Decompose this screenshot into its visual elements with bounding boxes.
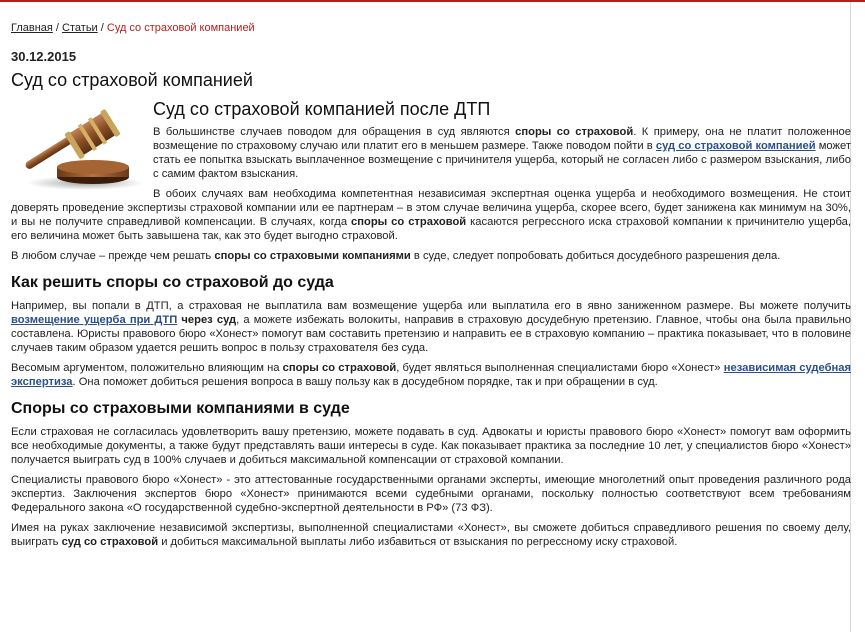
paragraph-2 — [11, 187, 851, 243]
text-span: , будет являться выполненная специалистами бюро «Хонест» — [396, 362, 724, 374]
paragraph-3 — [11, 249, 851, 263]
paragraph-7: Специалисты правового бюро «Хонест» - это аттестованные государственными органами эксперты, имеющие многолетний опыт проведения различного рода экспертиз. Заключения экспертов бюро «Хонест» принимаются всеми судебными органами, поскольку полностью соответствуют всем требованиям Федерального закона «О государственной судебно-экспертной деятельности в РФ» (73 ФЗ). — [11, 474, 851, 514]
bold-keyword: суд со страховой — [61, 536, 159, 548]
paragraph-8 — [11, 521, 851, 549]
paragraph-6: Если страховая не согласилась удовлетворить вашу претензию, можете подавать в суд. Адвокаты и юристы правового бюро «Хонест» помогут вам оформить все необходимые документы, а также будут представлять ваши интересы в суде. Как показывает практика за последние 10 лет, у специалистов бюро «Хонест» получается выиграть суд в 100% случаев и добиться максимальной компенсации от страховой компании. — [11, 426, 851, 466]
article-body — [11, 97, 851, 549]
main-content — [11, 21, 851, 555]
breadcrumb-separator: / — [52, 22, 63, 34]
breadcrumb-current: Суд со страховой компанией — [106, 22, 255, 34]
bold-keyword: споры со страховой — [282, 362, 397, 374]
bold-keyword: споры со страховой — [351, 216, 467, 228]
text-span: в суде, следует попробовать добиться досудебного разрешения дела. — [410, 250, 781, 262]
breadcrumb-articles-link[interactable]: Статьи — [62, 22, 98, 34]
page-title: Суд со страховой компанией — [11, 70, 253, 90]
breadcrumb — [11, 21, 851, 35]
text-span: Например, вы попали в ДТП, а страховая не выплатила вам возмещение ущерба или выплатила его в явно заниженном размере. Вы можете получить — [11, 300, 851, 312]
text-span: В обоих случаях вам необходима компетентная независимая экспертная оценка ущерба и необходимого возмещения. Не стоит доверять проведение экспертизы страховой компании или ее партнерам – в этом случае величина ущерба, скорее всего, будет занижена как минимум на 30%, и вы не получите справедливой компенсации. В случаях, когда — [11, 188, 851, 228]
paragraph-5 — [11, 361, 851, 389]
breadcrumb-home-link[interactable]: Главная — [11, 22, 53, 34]
top-accent-line — [0, 0, 865, 2]
text-span: В любом случае – прежде чем решать — [11, 250, 215, 262]
link-damage-compensation[interactable]: возмещение ущерба при ДТП — [11, 314, 178, 326]
section-heading-in-court: Споры со страховыми компаниями в суде — [11, 400, 350, 417]
text-span: , а можете избежать волокиты, направив в страховую досудебную претензию. Главное, чтобы она была правильно составлена. Юристы правового бюро «Хонест» помогут вам составить претензию и направить ее в страховую компанию – практика показывает, что в половине случаев таким образом удается решить вопрос в пользу страхователя без суда. — [11, 314, 851, 354]
text-span: Имея на руках заключение независимой экспертизы, выполненной специалистами «Хонест», вы сможете добиться справедливого решения по своему делу, выиграть — [11, 522, 851, 548]
section-heading-pretrial: Как решить споры со страховой до суда — [11, 274, 334, 291]
bold-keyword: споры со страховой — [515, 126, 634, 138]
text-span: В большинстве случаев поводом для обращения в суд являются — [153, 126, 516, 138]
text-span: касаются регрессного иска страховой компании к причинителю ущерба, его величина может быть завышена так, как это будет выгодно страховой. — [11, 216, 852, 242]
text-span: Весомым аргументом, положительно влияющим на — [11, 362, 283, 374]
gavel-icon — [15, 99, 145, 191]
text-span: может стать ее попытка взыскать выплаченное возмещение с причинителя ущерба, который не согласен либо с размером взыскания, либо с самим фактом взыскания. — [153, 140, 851, 180]
article-subtitle: Суд со страховой компанией после ДТП — [153, 99, 491, 119]
link-court-insurance[interactable]: суд со страховой компанией — [655, 140, 816, 152]
text-span: . Она поможет добиться решения вопроса в вашу пользу как в досудебном порядке, так и при обращении в суд. — [72, 376, 658, 388]
text-span: и добиться максимальной выплаты либо избавиться от взыскания по регрессному иску страховой. — [158, 536, 678, 548]
paragraph-4 — [11, 299, 851, 355]
breadcrumb-separator: / — [97, 22, 107, 34]
bold-keyword: споры со страховыми компаниями — [214, 250, 411, 262]
bold-keyword: через суд — [177, 314, 237, 326]
article-date: 30.12.2015 — [11, 49, 77, 64]
text-span: . К примеру, она не платит положенное возмещение по страховому случаю или платит его в меньшем размере. Также поводом пойти в — [153, 126, 851, 152]
link-independent-expertise[interactable]: независимая судебная экспертиза — [11, 362, 852, 388]
